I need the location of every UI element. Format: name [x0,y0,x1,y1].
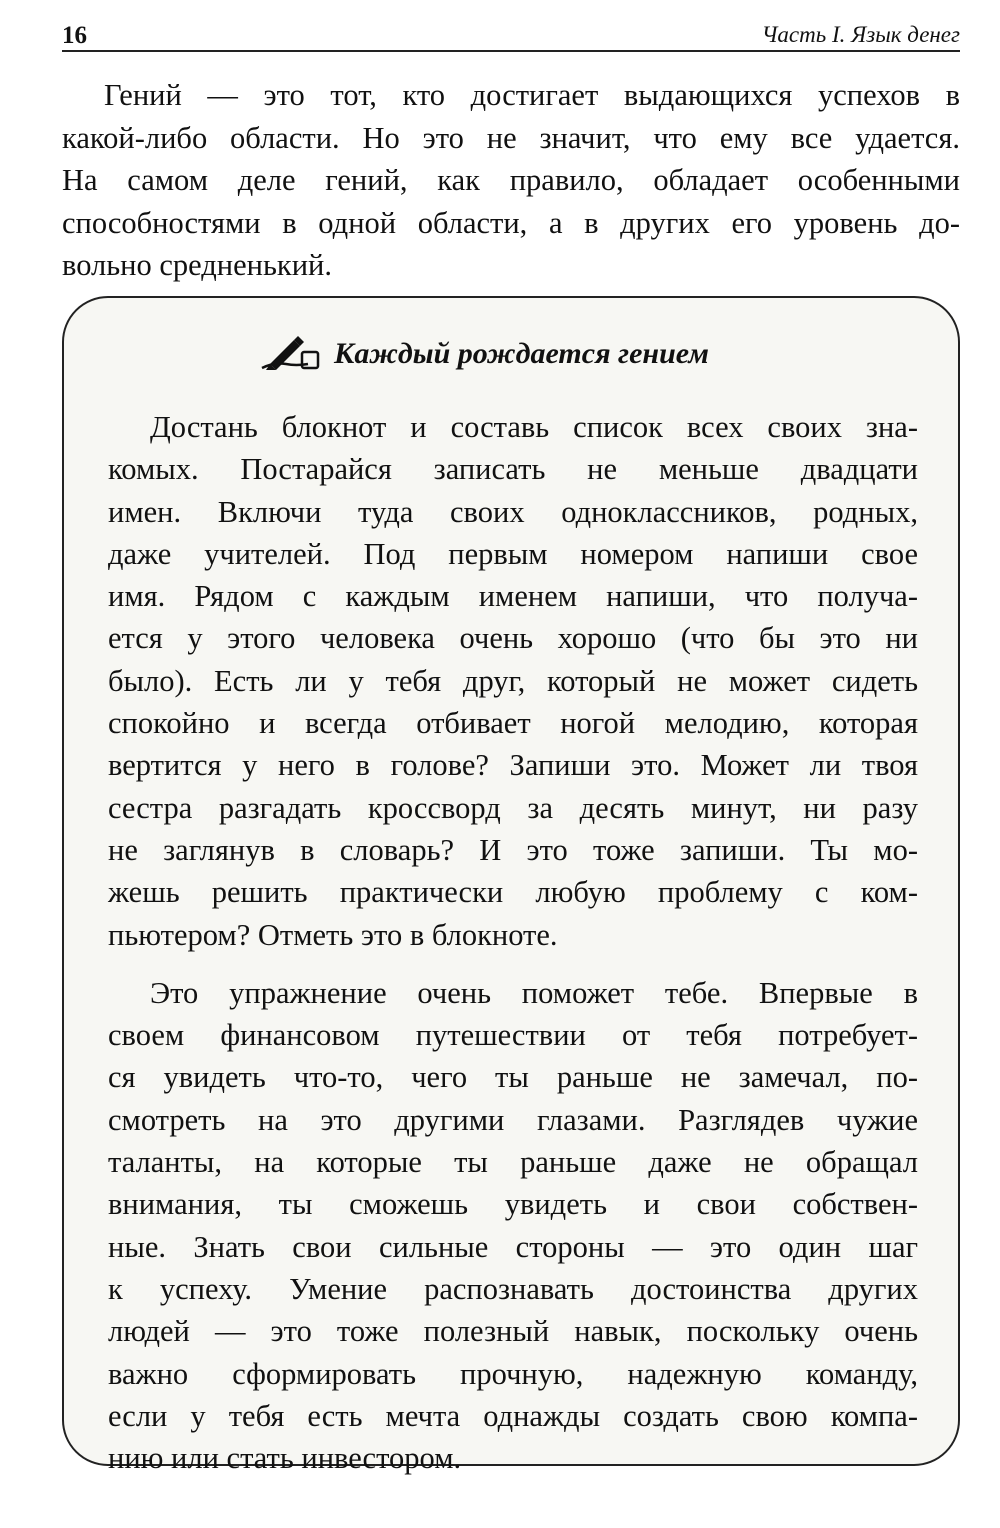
exercise-line: комых. Постарайся записать не меньше двадцати [108,452,918,487]
exercise-line: было). Есть ли у тебя друг, который не может сидеть [108,663,918,698]
intro-line: Гений — это тот, кто достигает выдающихся успехов в [104,78,960,112]
exercise-title [256,334,709,374]
intro-line: вольно средненький. [62,248,332,282]
exercise-line: даже учителей. Под первым номером напиши свое [108,536,918,571]
exercise-line: пьютером? Отметь это в блокноте. [108,917,558,952]
exercise-line: если у тебя есть мечта однажды создать свою компа- [108,1398,918,1433]
exercise-line: смотреть на это другими глазами. Разглядев чужие [108,1102,918,1137]
exercise-line: имя. Рядом с каждым именем напиши, что получа- [108,579,918,614]
running-title: Часть I. Язык денег [761,22,960,47]
exercise-line: спокойно и всегда отбивает ногой мелодию, которая [108,706,918,741]
exercise-line: имен. Включи туда своих одноклассников, родных, [108,494,918,529]
exercise-line: внимания, ты сможешь увидеть и свои собствен- [108,1187,918,1222]
exercise-box [62,296,960,1476]
exercise-line: ные. Знать свои сильные стороны — это один шаг [108,1229,918,1264]
exercise-body [108,406,918,1479]
exercise-line: важно сформировать прочную, надежную команду, [108,1356,918,1391]
exercise-line: жешь решить практически любую проблему с ком- [108,875,918,910]
exercise-line: сестра разгадать кроссворд за десять минут, ни разу [108,790,918,825]
intro-line: какой-либо области. Но это не значит, что ему все удается. [62,120,960,155]
exercise-line: Достань блокнот и составь список всех своих зна- [150,410,918,444]
exercise-line: таланты, на которые ты раньше даже не обращал [108,1145,918,1180]
exercise-line: вертится у него в голове? Запиши это. Может ли твоя [108,748,918,783]
exercise-line: своем финансовом путешествии от тебя потребует- [108,1018,918,1053]
exercise-line: нию или стать инвестором. [108,1441,462,1476]
exercise-line: ется у этого человека очень хорошо (что бы это ни [108,621,918,656]
exercise-title-text: Каждый рождается гением [334,337,709,370]
paragraph-gap [108,956,918,972]
pen-writing-icon [256,334,322,374]
intro-paragraph [62,74,960,287]
page-number: 16 [62,22,87,49]
intro-line: На самом деле гений, как правило, обладает особенными [62,163,960,197]
exercise-line: не заглянув в словарь? И это тоже запиши. Ты мо- [108,832,918,867]
page-header [62,14,960,52]
exercise-line: людей — это тоже полезный навык, поскольку очень [108,1314,918,1349]
exercise-line: ся увидеть что-то, чего ты раньше не замечал, по- [108,1060,918,1095]
intro-line: способностями в одной области, а в других его уровень до- [62,205,960,240]
exercise-line: к успеху. Умение распознавать достоинства других [108,1271,918,1306]
exercise-line: Это упражнение очень поможет тебе. Впервые в [150,975,918,1010]
